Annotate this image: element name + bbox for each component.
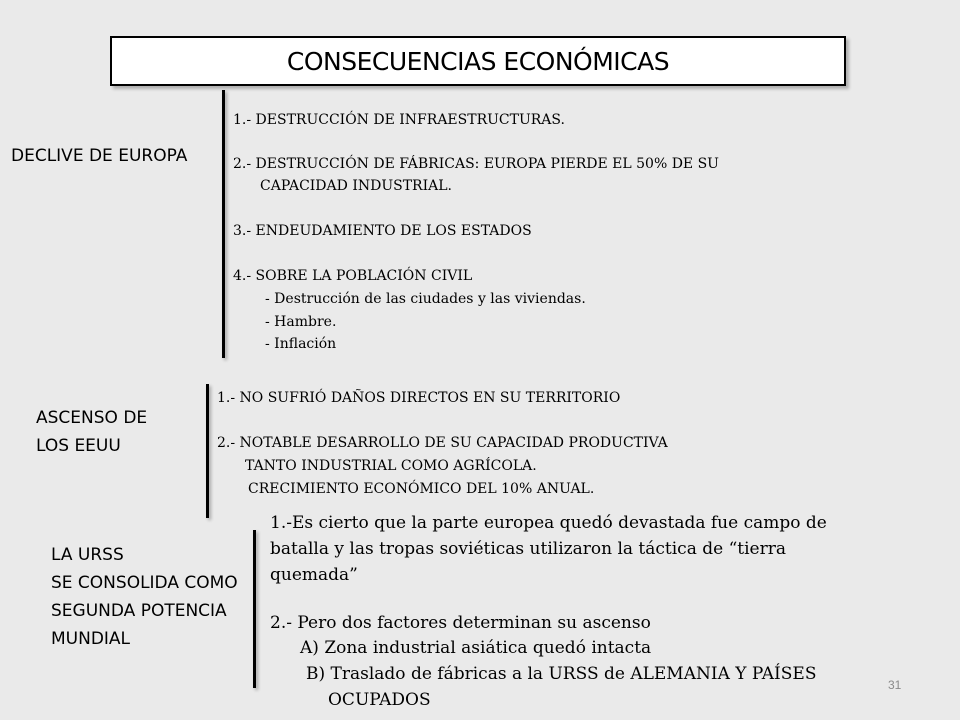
urss-item-1: 1.-Es cierto que la parte europea quedó devastada fue campo de [270,513,827,533]
urss-factor-b: B) Traslado de fábricas a la URSS de ALEMANIA Y PAÍSES [306,664,817,684]
europe-subitem-1: - Destrucción de las ciudades y las viviendas. [265,291,586,307]
section-label-usa-2: LOS EEUU [36,436,121,456]
europe-item-2-cont: CAPACIDAD INDUSTRIAL. [260,178,452,194]
usa-item-2: 2.- NOTABLE DESARROLLO DE SU CAPACIDAD PRODUCTIVA [217,435,668,451]
europe-subitem-2: - Hambre. [265,314,337,330]
urss-item-1-cont2: quemada” [270,565,358,585]
urss-factor-a: A) Zona industrial asiática quedó intacta [300,638,652,658]
urss-item-2: 2.- Pero dos factores determinan su ascenso [270,613,651,633]
section-label-europe: DECLIVE DE EUROPA [11,146,188,166]
section-label-urss-4: MUNDIAL [51,629,131,649]
usa-item-1: 1.- NO SUFRIÓ DAÑOS DIRECTOS EN SU TERRITORIO [217,390,621,406]
slide-title: CONSECUENCIAS ECONÓMICAS [110,36,846,86]
europe-item-3: 3.- ENDEUDAMIENTO DE LOS ESTADOS [233,223,532,239]
usa-item-2-growth: CRECIMIENTO ECONÓMICO DEL 10% ANUAL. [248,481,595,497]
europe-subitem-3: - Inflación [265,336,337,352]
bracket-urss [253,530,256,688]
urss-factor-b-cont: OCUPADOS [328,690,431,710]
urss-item-1-cont: batalla y las tropas soviéticas utilizaron la táctica de “tierra [270,539,787,559]
usa-item-2-cont: TANTO INDUSTRIAL COMO AGRÍCOLA. [245,458,537,474]
section-label-usa-1: ASCENSO DE [36,408,148,428]
europe-item-2: 2.- DESTRUCCIÓN DE FÁBRICAS: EUROPA PIERDE EL 50% DE SU [233,156,719,172]
section-label-urss-1: LA URSS [51,545,124,565]
bracket-europe [222,90,225,358]
section-label-urss-2: SE CONSOLIDA COMO [51,573,238,593]
europe-item-4: 4.- SOBRE LA POBLACIÓN CIVIL [233,268,473,284]
section-label-urss-3: SEGUNDA POTENCIA [51,601,227,621]
bracket-usa [206,384,209,518]
page-number: 31 [888,678,902,692]
europe-item-1: 1.- DESTRUCCIÓN DE INFRAESTRUCTURAS. [233,112,565,128]
